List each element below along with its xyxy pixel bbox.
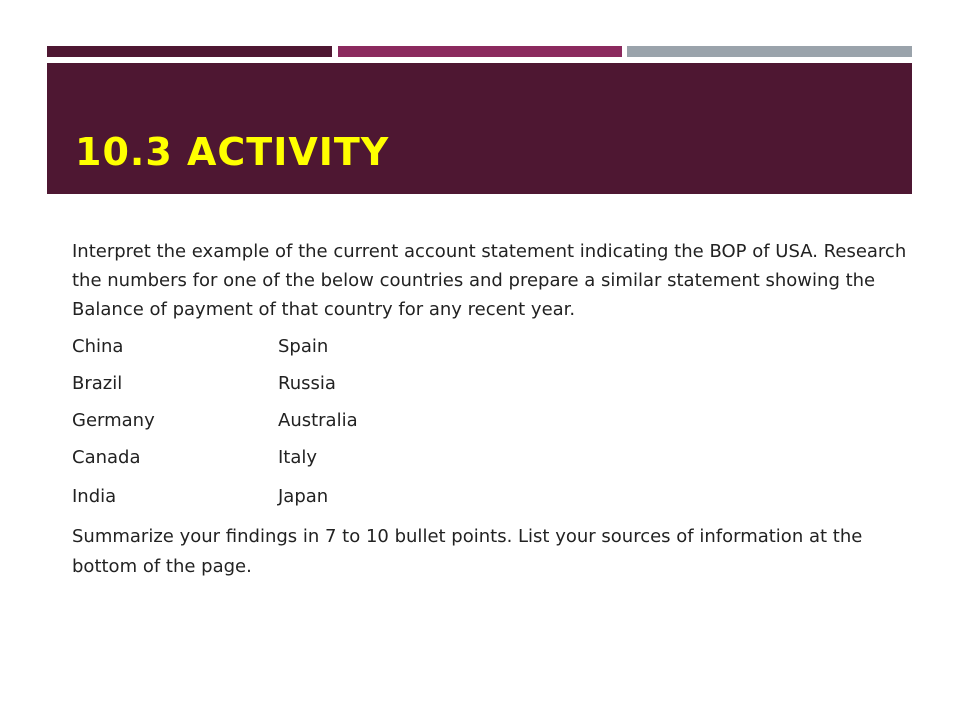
country-row [72,445,472,471]
accent-bar-dark [47,46,332,57]
country-name: Japan [278,486,329,507]
accent-bar-gray [627,46,912,57]
intro-paragraph: Interpret the example of the current account statement indicating the BOP of USA. Research the numbers for one of the below countries and prepare a similar statement showing the Balance of payment of that country for any recent year. [72,241,907,320]
country-name: Brazil [72,373,123,394]
summary-paragraph: Summarize your findings in 7 to 10 bullet points. List your sources of information at the bottom of the page. [72,526,863,577]
country-row [72,334,472,360]
country-name: Italy [278,447,318,468]
country-row [72,408,472,434]
slide-title: 10.3 ACTIVITY [75,130,390,174]
country-row [72,371,472,397]
country-name: Canada [72,447,141,468]
country-name: China [72,336,124,357]
country-name: Russia [278,373,336,394]
country-name: Spain [278,336,329,357]
country-name: Australia [278,410,358,431]
accent-bar-magenta [338,46,622,57]
country-row [72,484,472,510]
country-name: India [72,486,117,507]
country-name: Germany [72,410,155,431]
title-band [47,63,912,194]
